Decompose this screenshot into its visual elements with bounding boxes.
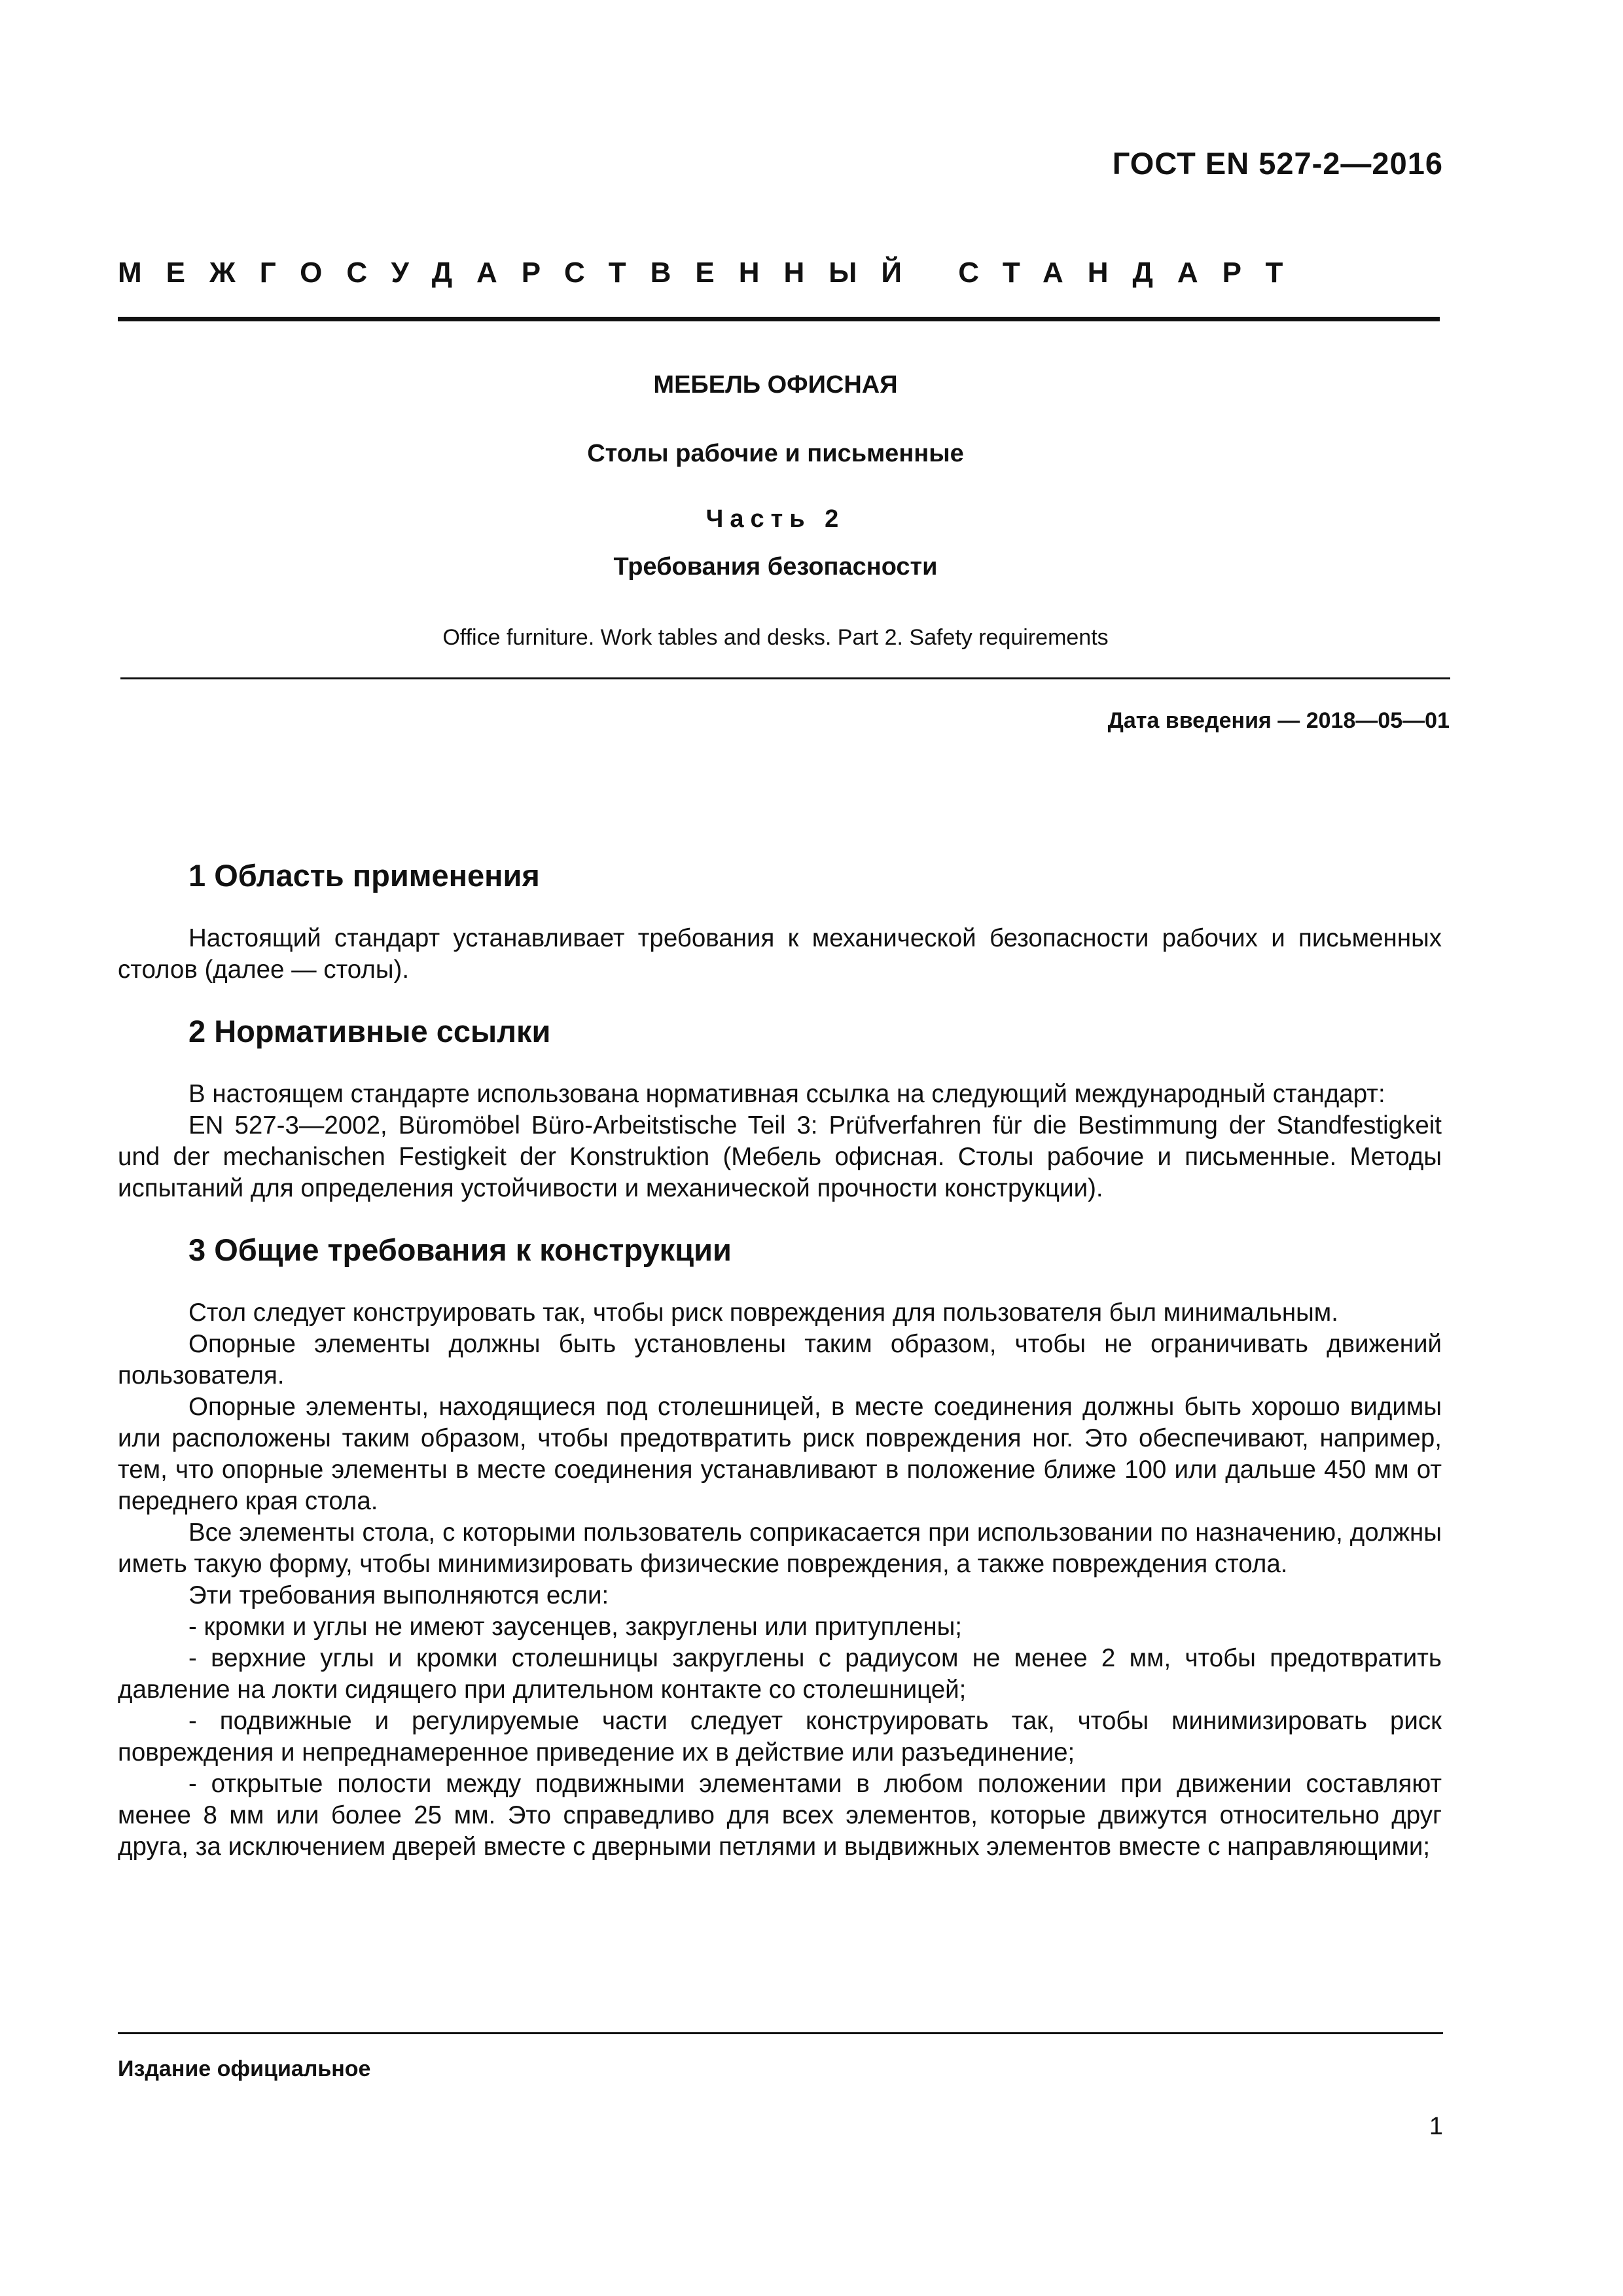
list-item: - кромки и углы не имеют заусенцев, закруглены или притуплены;	[188, 1613, 962, 1641]
document-title: МЕБЕЛЬ ОФИСНАЯ	[653, 371, 898, 399]
paragraph: Эти требования выполняются если:	[188, 1581, 609, 1609]
footer-rule	[118, 2032, 1443, 2034]
document-part-title: Требования безопасности	[613, 553, 938, 581]
paragraph: EN 527-3—2002, Büromöbel Büro-Arbeitstische Teil 3: Prüfverfahren für die Bestimmung der Standfestigkeit und der mechanischen Festigkeit der Konstruktion (Мебель офисная. Столы рабочие и письменные. Методы испытаний для определения устойчивости и механической прочности конструкции).	[118, 1111, 1442, 1202]
document-code: ГОСТ EN 527-2—2016	[1112, 146, 1443, 181]
paragraph: Опорные элементы, находящиеся под столешницей, в месте соединения должны быть хорошо видимы или расположены таким образом, чтобы предотвратить риск повреждения ног. Это обеспечивают, например, тем, что опорные элементы в месте соединения устанавливают в положение ближе 100 или дальше 450 мм от переднего края стола.	[118, 1393, 1442, 1515]
page-number: 1	[1429, 2113, 1443, 2140]
section-heading: 2 Нормативные ссылки	[188, 1014, 551, 1049]
list-item: - открытые полости между подвижными элементами в любом положении при движении составляют менее 8 мм или более 25 мм. Это справедливо для всех элементов, которые движутся относительно друг друга, за исключением дверей вместе с дверными петлями и выдвижных элементов вместе с направляющими;	[118, 1770, 1442, 1861]
paragraph: В настоящем стандарте использована нормативная ссылка на следующий международный стандарт:	[188, 1080, 1385, 1108]
document-subtitle: Столы рабочие и письменные	[587, 440, 964, 467]
list-item: - подвижные и регулируемые части следует конструировать так, чтобы минимизировать риск повреждения и непреднамеренное приведение их в действие или разъединение;	[118, 1707, 1442, 1767]
section-heading: 1 Область применения	[188, 858, 540, 893]
standard-kind-heading: МЕЖГОСУДАРСТВЕННЫЙ СТАНДАРТ	[118, 257, 1308, 289]
edition-label: Издание официальное	[118, 2056, 371, 2081]
header-rule	[118, 317, 1440, 321]
document-body	[118, 857, 1442, 1863]
paragraph: Настоящий стандарт устанавливает требования к механической безопасности рабочих и письменных столов (далее — столы).	[118, 924, 1442, 984]
section-heading: 3 Общие требования к конструкции	[188, 1232, 732, 1267]
introduction-date: Дата введения — 2018—05—01	[1107, 708, 1450, 733]
paragraph: Опорные элементы должны быть установлены таким образом, чтобы не ограничивать движений пользователя.	[118, 1330, 1442, 1390]
document-part: Часть 2	[705, 505, 846, 533]
paragraph: Все элементы стола, с которыми пользователь соприкасается при использовании по назначению, должны иметь такую форму, чтобы минимизировать физические повреждения, а также повреждения стола.	[118, 1518, 1442, 1578]
title-rule	[120, 677, 1450, 679]
english-title: Office furniture. Work tables and desks. Part 2. Safety requirements	[442, 625, 1109, 650]
paragraph: Стол следует конструировать так, чтобы риск повреждения для пользователя был минимальным.	[188, 1299, 1338, 1327]
list-item: - верхние углы и кромки столешницы закруглены с радиусом не менее 2 мм, чтобы предотвратить давление на локти сидящего при длительном контакте со столешницей;	[118, 1644, 1442, 1704]
